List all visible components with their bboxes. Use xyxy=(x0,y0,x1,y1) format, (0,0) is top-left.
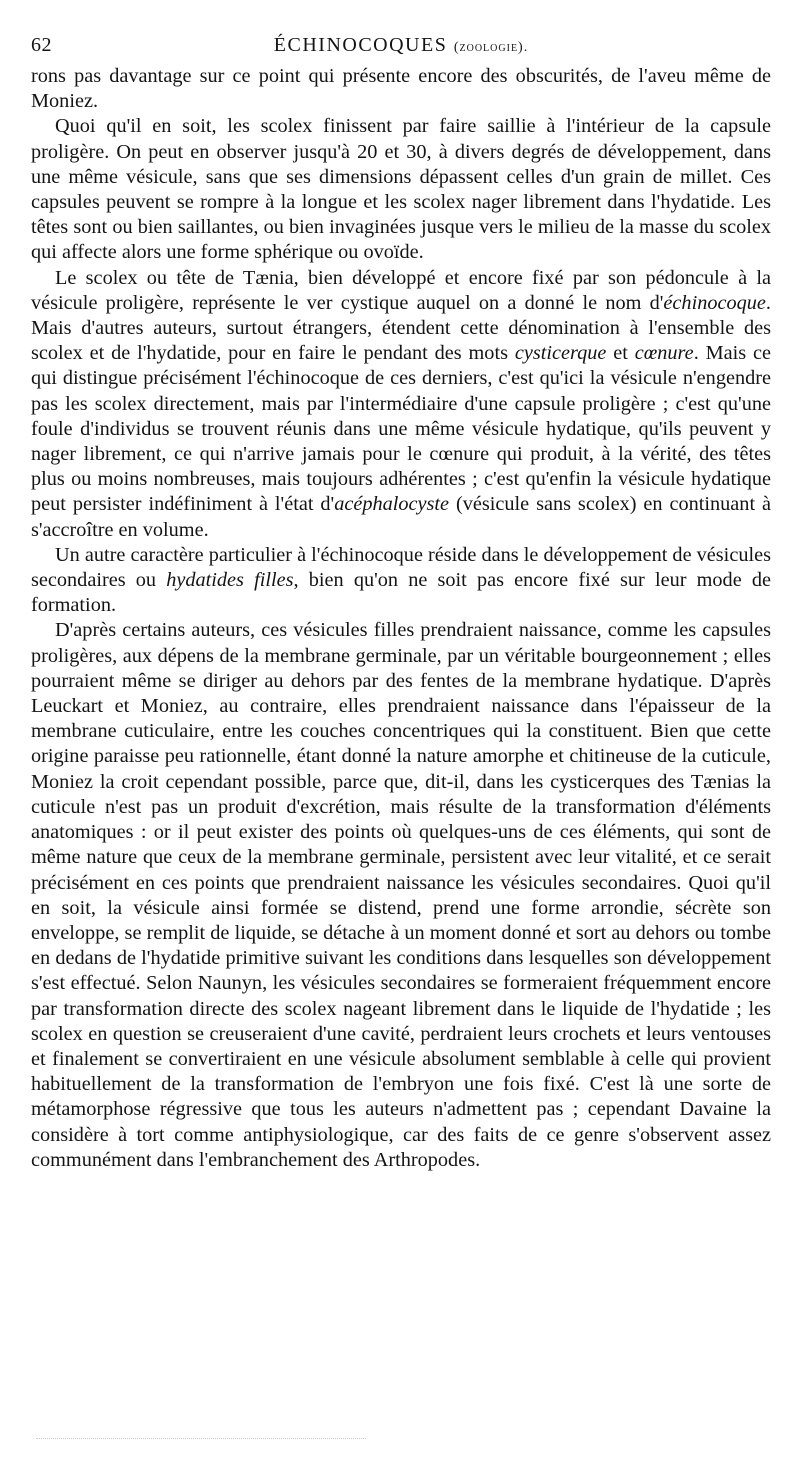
text-segment: Un autre caractère particulier à l'échinocoque réside dans le développement de vésicules secondaires ou xyxy=(31,543,771,592)
book-page xyxy=(31,30,771,1173)
running-title-main: ÉCHINOCOQUES xyxy=(273,34,448,56)
italic-term: cysticerque xyxy=(514,342,607,365)
paragraph xyxy=(31,618,771,1172)
text-segment: D'après certains auteurs, ces vésicules filles prendraient naissance, comme les capsules proligères, aux dépens de la membrane germinale, par un véritable bourgeonnement ; elles pourraient même se diriger au dehors par des fentes de la membrane hydatique. D'après Leuckart et Moniez, au contraire, elles prendraient naissance dans l'épaisseur de la membrane cuticulaire, entre les couches concentriques qui la constituent. Bien que cette origine paraisse peu rationnelle, étant donné la nature amorphe et chitineuse de la cuticule, Moniez la croit cependant possible, parce que, dit-il, dans les cysticerques des Tænias la cuticule n'est pas un produit d'excrétion, mais résulte de la transformation d'éléments anatomiques : or il peut exister des points où quelques-uns de ces éléments, qui sont de même nature que ceux de la membrane germinale, persistent avec leur vitalité, et ce serait précisément en ces points que prendraient naissance les vésicules secondaires. Quoi qu'il en soit, la vésicule ainsi formée se distend, prend une forme arrondie, sécrète son enveloppe, se remplit de liquide, se détache à un moment donné et sort au dehors ou tombe en dedans de l'hydatide primitive suivant les conditions dans lesquelles son développement s'est effectué. Selon Naunyn, les vésicules secondaires se formeraient fréquemment encore par transformation directe des scolex nageant librement dans le liquide de l'hydatide ; les scolex en question se creuseraient d'une cavité, perdraient leurs crochets et leurs ventouses et finalement se convertiraient en une vésicule absolument semblable à celle qui provient habituellement de la transformation de l'embryon une fois fixé. C'est là une sorte de métamorphose régressive que tous les auteurs n'admettent pas ; cependant Davaine la considère à tort comme antiphysiologique, car des faits de ce genre s'observent assez communément dans l'embranchement des Arthropodes. xyxy=(31,619,771,1171)
page-footer-marks xyxy=(36,1438,366,1445)
italic-term: hydatides filles xyxy=(166,569,294,592)
text-segment: (vésicule sans scolex) en continuant à s'accroître en volume. xyxy=(31,493,771,541)
text-segment: rons pas davantage sur ce point qui présente encore des obscurités, de l'aveu même de Moniez. xyxy=(31,65,771,113)
paragraph xyxy=(31,114,771,265)
italic-term: acéphalocyste xyxy=(334,493,450,516)
text-segment: Le scolex ou tête de Tænia, bien développé et encore fixé par son pédoncule à la vésicule proligère, représente le ver cystique auquel on a donné le nom d' xyxy=(31,266,771,314)
running-title-section: (zoologie). xyxy=(453,40,529,55)
paragraph xyxy=(31,64,771,114)
text-segment: et xyxy=(606,342,635,365)
running-title xyxy=(31,34,771,57)
italic-term: cœnure xyxy=(634,342,694,365)
body-text xyxy=(31,64,771,1173)
text-segment: , bien qu'on ne soit pas encore fixé sur leur mode de formation. xyxy=(31,569,772,617)
italic-term: échinocoque xyxy=(663,291,766,314)
text-segment: Quoi qu'il en soit, les scolex finissent par faire saillie à l'intérieur de la capsule proligère. On peut en observer jusqu'à 20 et 30, à divers degrés de développement, dans une même vésicule, sans que ses dimensions dépassent celles d'un grain de millet. Ces capsules peuvent se rompre à la longue et les scolex nager librement dans l'hydatide. Les têtes sont ou bien saillantes, ou bien invaginées jusque vers le milieu de la masse du scolex qui affecte alors une forme sphérique ou ovoïde. xyxy=(31,115,771,264)
text-segment: . Mais d'autres auteurs, surtout étrangers, étendent cette dénomination à l'ensemble des scolex et de l'hydatide, pour en faire le pendant des mots xyxy=(31,291,771,365)
paragraph xyxy=(31,543,771,619)
running-head xyxy=(31,30,771,64)
text-segment: . Mais ce qui distingue précisément l'échinocoque de ces derniers, c'est qu'ici la vésicule n'engendre pas les scolex directement, mais par l'intermédiaire d'une capsule proligère ; c'est qu'une foule d'individus se trouvent réunis dans une même vésicule hydatique, qu'ils peuvent y nager librement, ce qui n'arrive jamais pour le cœnure qui produit, à la vérité, des têtes plus ou moins nombreuses, mais toujours adhérentes ; c'est qu'enfin la vésicule hydatique peut persister indéfiniment à l'état d' xyxy=(31,342,772,516)
page-number: 62 xyxy=(31,34,52,56)
paragraph xyxy=(31,266,771,543)
